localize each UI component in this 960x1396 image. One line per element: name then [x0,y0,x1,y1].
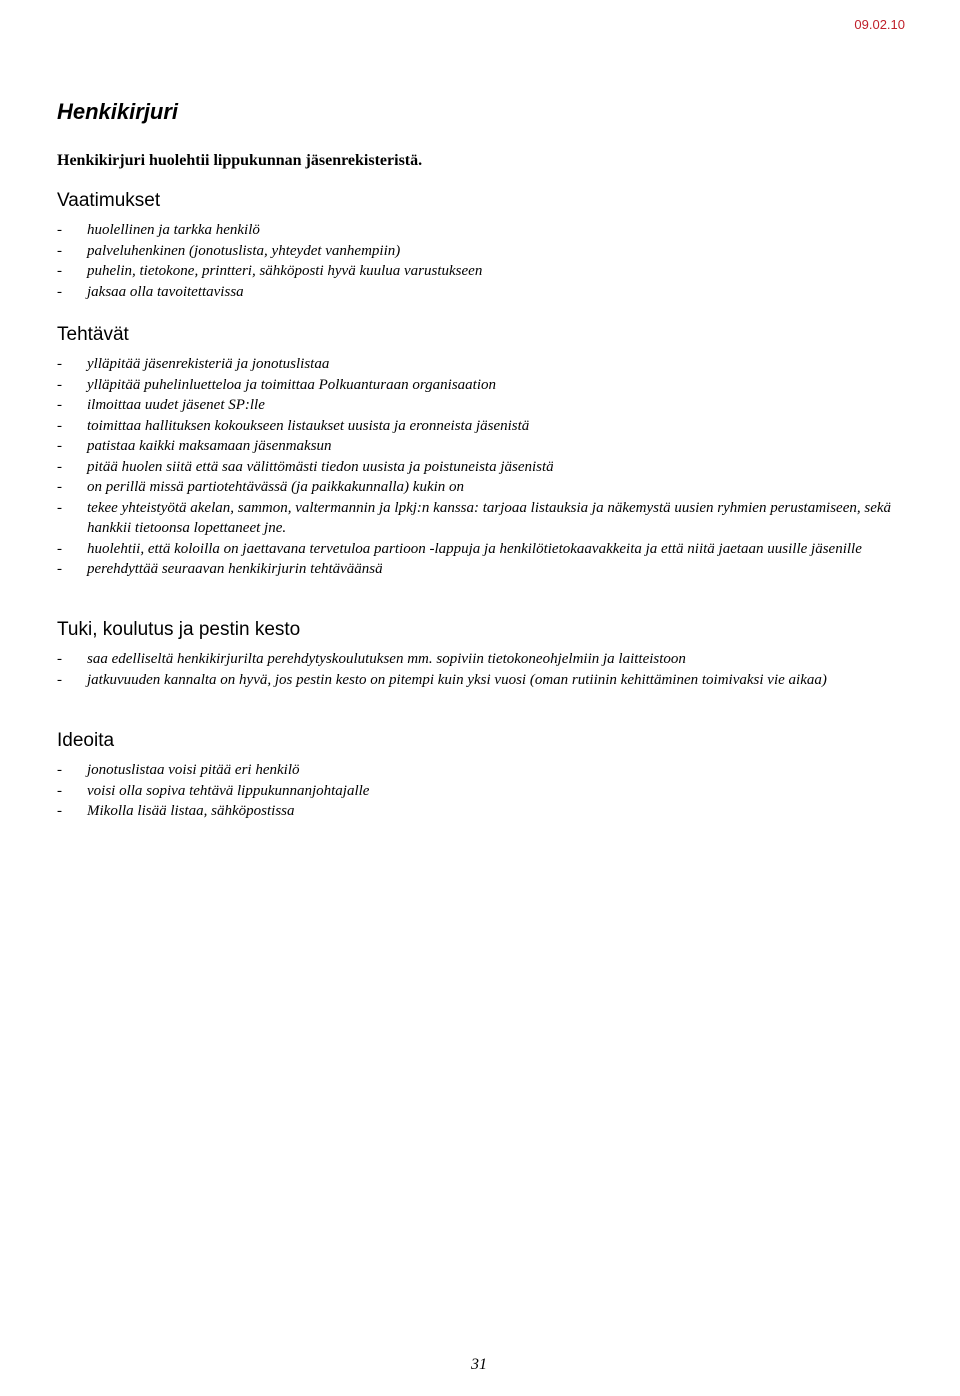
list-item: - toimittaa hallituksen kokoukseen listaukset uusista ja eronneista jäsenistä [57,417,530,434]
list-item: - jaksaa olla tavoitettavissa [57,283,244,300]
list-item: - jatkuvuuden kannalta on hyvä, jos pestin kesto on pitempi kuin yksi vuosi (oman rutiinin kehittäminen toimivaksi vie aikaa) [57,671,827,688]
list-item: - jonotuslistaa voisi pitää eri henkilö [57,762,300,778]
ideas-list [57,760,917,822]
intro-text: Henkikirjuri huolehtii lippukunnan jäsenrekisteristä. [57,152,423,169]
list-item: - ylläpitää puhelinluetteloa ja toimittaa Polkuanturaan organisaation [57,376,497,393]
list-item: - ilmoittaa uudet jäsenet SP:lle [57,397,265,413]
section-ideas [57,728,917,822]
list-item: - tekee yhteistyötä akelan, sammon, valtermannin ja lpkj:n kanssa: tarjoaa listauksia ja näkemystä uusien ryhmien perustamiseen, sekä hankkii tietoonsa lopettaneet jne. [57,499,892,536]
list-item: - huolellinen ja tarkka henkilö [57,222,260,238]
list-item: - saa edelliseltä henkikirjurilta perehdytyskoulutuksen mm. sopiviin tietokoneohjelmiin ja laitteistoon [57,651,686,667]
section-tasks [57,322,917,580]
tasks-list [57,354,917,580]
section-heading: Tehtävät [57,324,129,345]
section-heading: Tuki, koulutus ja pestin kesto [57,619,301,640]
list-item: - Mikolla lisää listaa, sähköpostissa [57,803,295,819]
list-item: - huolehtii, että koloilla on jaettavana tervetuloa partioon -lappuja ja henkilötietokaavakkeita ja että niitä jaetaan uusille jäsenille [57,540,862,557]
list-item: - pitää huolen siitä että saa välittömästi tiedon uusista ja poistuneista jäsenistä [57,458,554,475]
list-item: - on perillä missä partiotehtävässä (ja paikkakunnalla) kukin on [57,479,465,495]
section-heading: Vaatimukset [57,190,161,211]
list-item: - puhelin, tietokone, printteri, sähköposti hyvä kuulua varustukseen [57,263,483,279]
requirements-list [57,220,917,302]
list-item: - ylläpitää jäsenrekisteriä ja jonotuslistaa [57,356,330,372]
section-requirements [57,188,917,302]
document-date: 09.02.10 [854,17,905,32]
section-support [57,617,917,690]
list-item: - palveluhenkinen (jonotuslista, yhteydet vanhempiin) [57,242,401,259]
section-heading: Ideoita [57,730,115,751]
list-item: - patistaa kaikki maksamaan jäsenmaksun [57,438,332,454]
list-item: - voisi olla sopiva tehtävä lippukunnanjohtajalle [57,782,370,799]
support-list [57,649,917,690]
document-title: Henkikirjuri [57,99,179,124]
page-number: 31 [471,1356,487,1373]
list-item: - perehdyttää seuraavan henkikirjurin tehtäväänsä [57,561,383,577]
